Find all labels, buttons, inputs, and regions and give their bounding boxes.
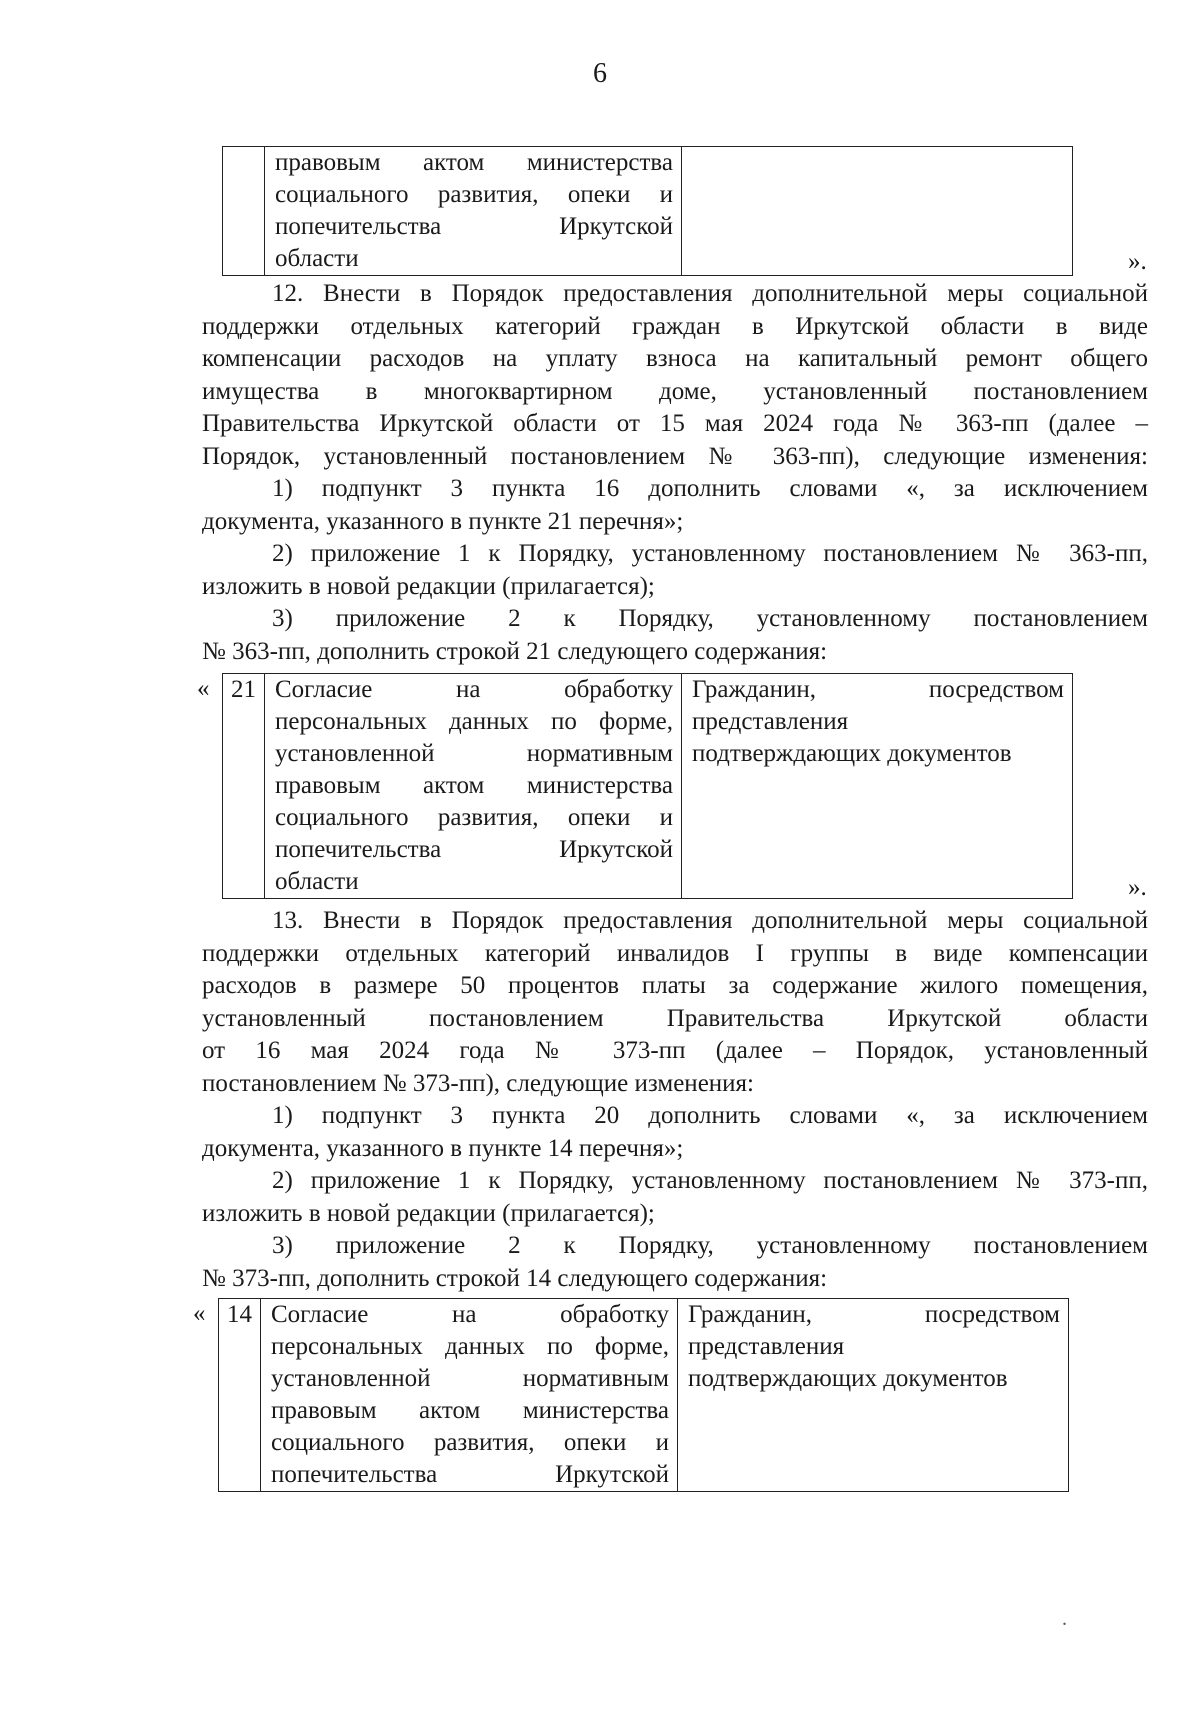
page-number: 6 [593,58,607,89]
open-quote: « [193,1300,206,1327]
item-line: 2) приложение 1 к Порядку, установленному постановлением № 373-пп, [272,1167,1148,1194]
table-who-cell [682,674,1073,899]
who-line: представления [692,708,849,735]
who-line: представления [688,1333,845,1360]
table-row [223,147,1073,276]
table-num-cell: 21 [223,674,265,899]
table-row [223,674,1073,899]
doc-line: правовым актом министерства [271,1397,669,1424]
doc-line: правовым актом министерства [275,149,673,176]
item-line: документа, указанного в пункте 21 перечня»; [202,507,684,535]
doc-line: попечительства Иркутской [271,1461,669,1488]
text-line: расходов в размере 50 процентов платы за содержание жилого помещения, [202,972,1148,999]
open-quote: « [197,675,210,702]
table-doc-cell [265,147,682,276]
text-line: Порядок, установленный постановлением № 363-пп), следующие изменения: [202,442,1148,470]
doc-line: правовым актом министерства [275,772,673,799]
table-num-cell [223,147,265,276]
table-who-cell [678,1299,1069,1492]
item-line: 1) подпункт 3 пункта 16 дополнить словами «, за исключением [272,475,1148,502]
table-doc-cell [265,674,682,899]
who-line: Гражданин, посредством [688,1301,1060,1328]
text-line: компенсации расходов на уплату взноса на капитальный ремонт общего [202,345,1148,372]
item-line: изложить в новой редакции (прилагается); [202,1199,655,1227]
doc-line: социального развития, опеки и [275,804,673,831]
close-quote: ». [1128,248,1147,275]
doc-line: области [275,868,359,895]
item-line: 1) подпункт 3 пункта 20 дополнить словами «, за исключением [272,1102,1148,1129]
item-line: № 363-пп, дополнить строкой 21 следующего содержания: [202,637,828,665]
doc-line: персональных данных по форме, [271,1333,669,1360]
doc-line: социального развития, опеки и [271,1429,669,1456]
text-line: от 16 мая 2024 года № 373-пп (далее – Порядок, установленный [202,1037,1148,1064]
who-line: подтверждающих документов [692,740,1012,767]
doc-line: установленной нормативным [271,1365,669,1392]
item-line: 3) приложение 2 к Порядку, установленному постановлением [272,605,1148,632]
who-line: подтверждающих документов [688,1365,1008,1392]
text-line: поддержки отдельных категорий инвалидов I группы в виде компенсации [202,939,1148,967]
doc-line: попечительства Иркутской [275,213,673,240]
text-line: 13. Внести в Порядок предоставления дополнительной меры социальной [272,907,1148,934]
section-13-text [202,905,1148,1295]
doc-line: Согласие на обработку [271,1301,669,1328]
doc-line: попечительства Иркутской [275,836,673,863]
text-line: Правительства Иркутской области от 15 мая 2024 года № 363-пп (далее – [202,410,1148,437]
text-line: поддержки отдельных категорий граждан в Иркутской области в виде [202,312,1148,340]
table-row [219,1299,1069,1492]
doc-line: установленной нормативным [275,740,673,767]
row-21-table [222,673,1073,899]
close-quote: ». [1128,874,1147,901]
item-line: 2) приложение 1 к Порядку, установленному постановлением № 363-пп, [272,540,1148,567]
item-line: 3) приложение 2 к Порядку, установленному постановлением [272,1232,1148,1259]
section-12-text [202,278,1148,668]
footer-mark: . [1062,1608,1067,1630]
doc-line: области [275,245,359,272]
item-line: изложить в новой редакции (прилагается); [202,572,655,600]
table-who-cell [682,147,1073,276]
item-line: документа, указанного в пункте 14 перечня»; [202,1134,684,1162]
text-line: 12. Внести в Порядок предоставления дополнительной меры социальной [272,280,1148,307]
text-line: имущества в многоквартирном доме, установленный постановлением [202,377,1148,405]
doc-line: социального развития, опеки и [275,181,673,208]
doc-line: персональных данных по форме, [275,708,673,735]
text-line: установленный постановлением Правительства Иркутской области [202,1004,1148,1032]
table-doc-cell [261,1299,678,1492]
continuation-table [222,146,1073,276]
text-line: постановлением № 373-пп), следующие изменения: [202,1069,754,1097]
doc-line: Согласие на обработку [275,676,673,703]
who-line: Гражданин, посредством [692,676,1064,703]
table-num-cell: 14 [219,1299,261,1492]
row-14-table [218,1298,1069,1492]
item-line: № 373-пп, дополнить строкой 14 следующего содержания: [202,1264,828,1292]
